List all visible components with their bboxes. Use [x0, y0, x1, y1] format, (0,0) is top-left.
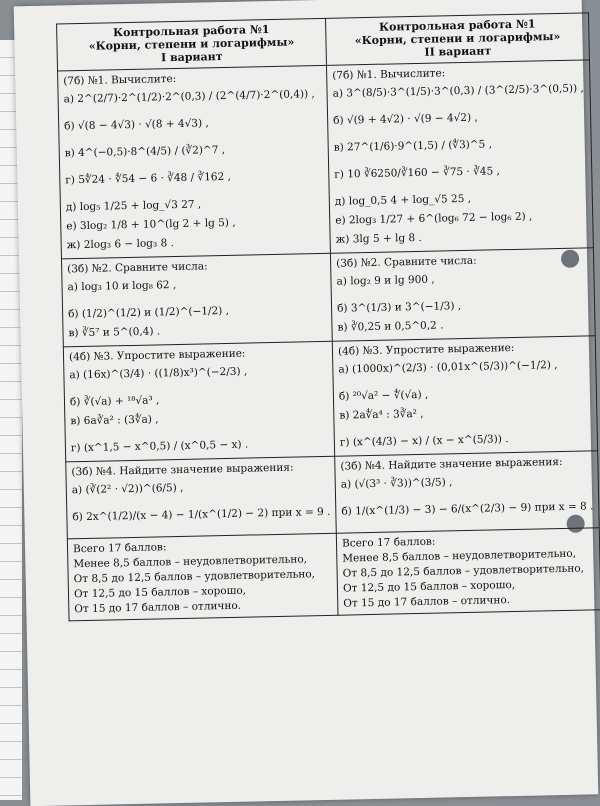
score-line: Менее 8,5 баллов – неудовлетворительно, [342, 547, 577, 565]
task-item: д) log_0,5 4 + log_√5 25 , [334, 192, 472, 208]
task-item: в) ∛5⁷ и 5^(0,4) . [68, 325, 161, 340]
task-item: б) 1/(x^(1/3) − 3) − 6/(x^(2/3) − 9) при x = 8 . [341, 500, 594, 518]
v1-task-1 [58, 65, 331, 259]
header-title: Контрольная работа №1 [378, 17, 536, 34]
header-subtitle: «Корни, степени и логарифмы» [354, 29, 561, 48]
task-item: а) 3^(8/5)·3^(1/5)·3^(0,3) / (3^(2/5)·3^(0,5)) , [332, 82, 584, 100]
header-variant-label: II вариант [424, 44, 492, 59]
task-item: б) √(8 − 4√3) · √(8 + 4√3) , [64, 117, 209, 133]
task-item: г) (x^(4/3) − x) / (x − x^(5/3)) . [339, 433, 509, 449]
task-item: а) (1000x)^(2/3) · (0,01x^(5/3))^(−1/2) , [338, 359, 558, 376]
v2-task-2 [330, 248, 595, 341]
test-paper [14, 0, 599, 806]
task-item: а) log₃ 10 и log₈ 62 , [67, 279, 177, 294]
v1-task-4 [66, 456, 337, 539]
task-item: в) 6a∛a² : (3∜a) , [70, 413, 159, 428]
score-line: Всего 17 баллов: [341, 535, 436, 550]
v2-task-4 [335, 451, 600, 533]
v2-task-3 [332, 336, 597, 456]
v2-task-1 [327, 60, 594, 253]
task-title: (3б) №4. Найдите значение выражения: [340, 455, 563, 473]
v1-scoring [67, 533, 338, 621]
task-title: (3б) №4. Найдите значение выражения: [71, 461, 294, 479]
task-item: б) (1/2)^(1/2) и (1/2)^(−1/2) , [68, 304, 230, 321]
task-title: (7б) №1. Вычислите: [63, 72, 177, 88]
task-item: г) (x^1,5 − x^0,5) / (x^0,5 − x) . [70, 438, 249, 455]
task-item: б) 2x^(1/2)/(x − 4) − 1/(x^(1/2) − 2) при x = 9 . [72, 505, 331, 524]
task-item: ж) 2log₃ 6 − log₃ 8 . [66, 237, 174, 252]
score-line: От 8,5 до 12,5 баллов – удовлетворительно, [342, 562, 585, 580]
task-title: (3б) №2. Сравните числа: [336, 254, 477, 270]
header-subtitle: «Корни, степени и логарифмы» [88, 35, 295, 53]
v1-task-2 [61, 253, 332, 347]
v2-scoring [336, 528, 600, 615]
task-item: д) log₅ 1/25 + log_√3 27 , [65, 198, 202, 214]
task-item: б) √(9 + 4√2) · √(9 − 4√2) , [333, 111, 478, 127]
header-variant-1 [57, 18, 327, 71]
task-3-row [63, 336, 597, 462]
task-item: б) ²⁰√a² − ∜(√a) , [338, 388, 429, 403]
task-title: (4б) №3. Упростите выражение: [68, 347, 246, 364]
task-1-row [58, 60, 594, 259]
score-line: От 12,5 до 15 баллов – хорошо, [342, 578, 516, 595]
score-line: Всего 17 баллов: [72, 541, 167, 556]
score-line: От 8,5 до 12,5 баллов – удовлетворительно, [73, 568, 316, 586]
header-title: Контрольная работа №1 [112, 23, 270, 40]
task-2-row [61, 248, 595, 347]
header-variant-label: I вариант [160, 50, 223, 65]
task-item: а) log₂ 9 и lg 900 , [336, 273, 435, 288]
task-item: г) 10 ∛6250/∛160 − ∛75 · ∛45 , [334, 165, 501, 181]
task-item: б) 3^(1/3) и 3^(−1/3) , [337, 300, 462, 315]
test-table [56, 12, 600, 621]
score-line: От 15 до 17 баллов – отлично. [343, 594, 511, 610]
score-line: От 12,5 до 15 баллов – хорошо, [73, 584, 247, 601]
task-item: а) (∛(2² · √2))^(6/5) , [71, 481, 184, 497]
task-item: ж) 3lg 5 + lg 8 . [335, 231, 422, 246]
task-item: е) 2log₃ 1/27 + 6^(log₆ 72 − log₆ 2) , [335, 210, 533, 227]
task-item: а) 2^(2/7)·2^(1/2)·2^(0,3) / (2^(4/7)·2^(0,4)) , [63, 88, 315, 106]
score-line: От 15 до 17 баллов – отлично. [74, 599, 242, 616]
scoring-row [67, 528, 600, 621]
task-item: а) (√(3³ · ∛3))^(3/5) , [340, 476, 453, 491]
score-line: Менее 8,5 баллов – неудовлетворительно, [73, 553, 308, 571]
header-variant-2 [326, 13, 590, 66]
task-item: в) 27^(1/6)·9^(1,5) / (∜3)^5 , [333, 138, 493, 154]
task-item: в) 4^(−0,5)·8^(4/5) / (∛2)^7 , [64, 143, 226, 160]
task-item: б) ∛(√a) + ¹⁸√a³ , [69, 394, 160, 409]
task-title: (4б) №3. Упростите выражение: [337, 341, 515, 358]
task-item: г) 5∜24 · ∜54 − 6 · ∛48 / ∛162 , [65, 170, 232, 187]
task-item: в) ∛0,25 и 0,5^0,2 . [337, 319, 444, 334]
task-title: (3б) №2. Сравните числа: [67, 260, 208, 276]
v1-task-3 [63, 341, 334, 462]
task-item: а) (16x)^(3/4) · ((1/8)x³)^(−2/3) , [69, 365, 248, 382]
task-4-row [66, 451, 600, 539]
task-item: в) 2a∜a⁴ : 3∛a² , [339, 407, 424, 422]
task-item: е) 3log₂ 1/8 + 10^(lg 2 + lg 5) , [66, 216, 236, 233]
task-title: (7б) №1. Вычислите: [332, 67, 446, 82]
